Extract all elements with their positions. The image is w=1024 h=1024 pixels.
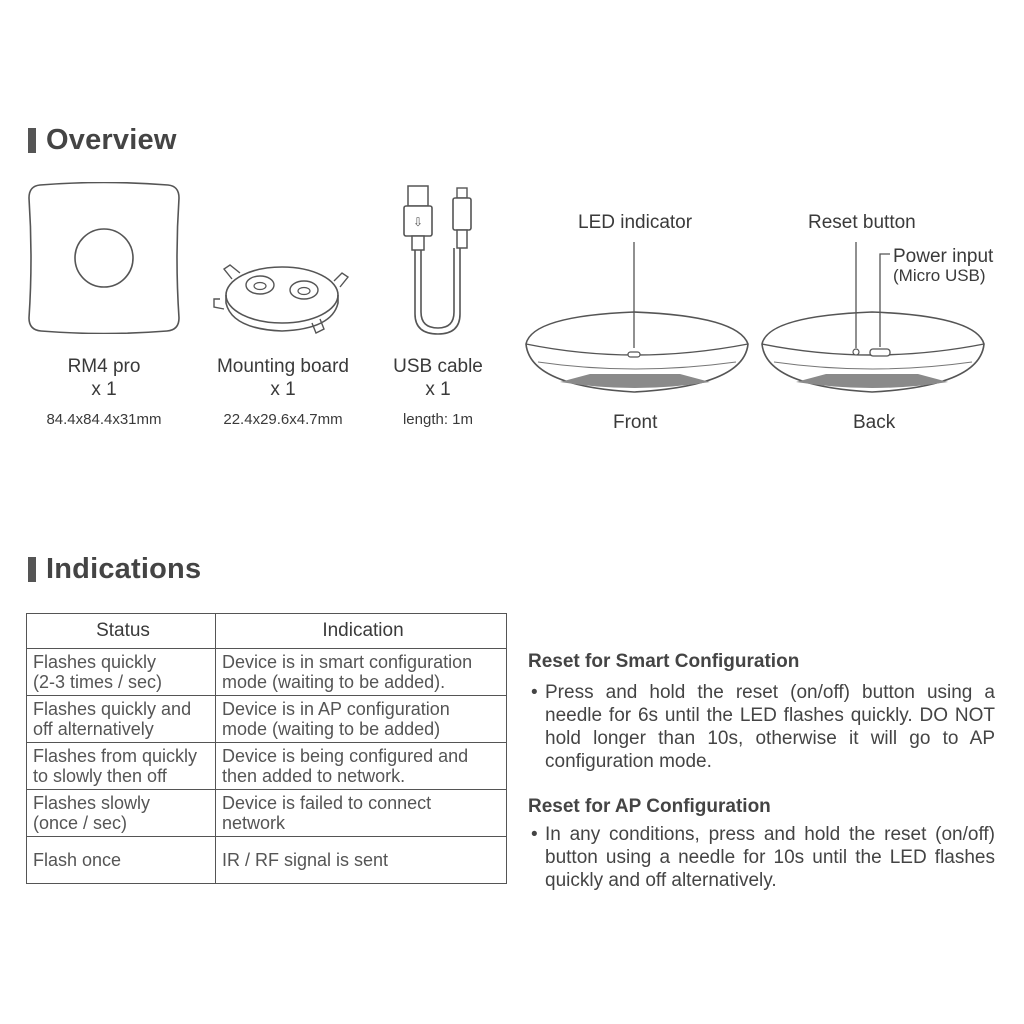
reset-smart-body: Press and hold the reset (on/off) button using a needle for 6s until the LED flashes quickly. DO NOT hold longer than 10s, otherwise it will go to AP configuration mode. (545, 682, 995, 772)
device-side-views (520, 236, 990, 402)
bullet: • (531, 824, 538, 845)
indications-table (26, 613, 507, 884)
cell-line: mode (waiting to be added). (222, 672, 446, 692)
status-cell (27, 696, 216, 743)
cell-line: Flashes from quickly (33, 746, 198, 766)
cell-line: Device is failed to connect (222, 793, 432, 813)
usb-cable-illustration (400, 184, 480, 338)
reset-smart-title: Reset for Smart Configuration (528, 651, 800, 672)
item-spec-mounting: 22.4x29.6x4.7mm (223, 411, 343, 428)
cell-line: mode (waiting to be added) (222, 719, 441, 739)
status-cell (27, 649, 216, 696)
status-cell (27, 837, 216, 884)
item-qty: x 1 (91, 379, 117, 400)
bullet: • (531, 682, 538, 703)
indication-cell (216, 790, 507, 837)
item-caption-usb (378, 355, 498, 401)
reset-button-label: Reset button (808, 212, 916, 233)
item-caption-rm4 (24, 355, 184, 401)
status-cell (27, 743, 216, 790)
cell-line: Device is in smart configuration (222, 652, 473, 672)
overview-heading (28, 124, 177, 157)
rm4-pro-illustration (26, 182, 182, 334)
cell-line: network (222, 813, 286, 833)
table-row (27, 649, 507, 696)
item-spec-rm4: 84.4x84.4x31mm (46, 411, 162, 428)
table-row (27, 743, 507, 790)
header-status: Status (27, 614, 216, 649)
reset-ap-title: Reset for AP Configuration (528, 796, 771, 817)
reset-smart-text (531, 681, 995, 773)
cell-line: Flashes quickly and (33, 699, 192, 719)
heading-bar (28, 557, 36, 582)
header-indication: Indication (216, 614, 507, 649)
indication-cell (216, 649, 507, 696)
front-caption: Front (613, 412, 658, 433)
cell-line: Flash once (33, 850, 122, 870)
back-view-device (762, 242, 984, 392)
item-caption-mounting (198, 355, 368, 401)
indications-heading (28, 553, 201, 586)
cell-line: (once / sec) (33, 813, 128, 833)
item-qty: x 1 (425, 379, 451, 400)
table-header-row (27, 614, 507, 649)
power-input-label: Power input (893, 246, 994, 267)
table-row (27, 790, 507, 837)
back-caption: Back (853, 412, 896, 433)
cell-line: IR / RF signal is sent (222, 850, 389, 870)
led-indicator-label: LED indicator (578, 212, 693, 233)
indication-cell (216, 696, 507, 743)
reset-ap-body: In any conditions, press and hold the reset (on/off) button using a needle for 10s until the LED flashes quickly and off alternatively. (545, 824, 995, 891)
cell-line: to slowly then off (33, 766, 167, 786)
cell-line: then added to network. (222, 766, 406, 786)
status-cell (27, 790, 216, 837)
item-qty: x 1 (270, 379, 296, 400)
item-spec-usb: length: 1m (402, 411, 474, 428)
cell-line: off alternatively (33, 719, 154, 739)
item-name: Mounting board (216, 356, 350, 377)
mounting-board-illustration (212, 255, 352, 335)
table-row (27, 837, 507, 884)
cell-line: Device is being configured and (222, 746, 469, 766)
table-row (27, 696, 507, 743)
front-view-device (526, 242, 748, 392)
indications-title: Indications (46, 553, 202, 585)
indication-cell (216, 743, 507, 790)
svg-text:⇩: ⇩ (412, 215, 424, 229)
cell-line: (2-3 times / sec) (33, 672, 163, 692)
power-input-sublabel: (Micro USB) (893, 266, 986, 285)
item-name: USB cable (393, 356, 483, 377)
heading-bar (28, 128, 36, 153)
overview-title: Overview (46, 124, 177, 156)
reset-ap-text (531, 823, 995, 892)
cell-line: Flashes quickly (33, 652, 157, 672)
cell-line: Device is in AP configuration (222, 699, 450, 719)
item-name: RM4 pro (67, 356, 141, 377)
indication-cell (216, 837, 507, 884)
cell-line: Flashes slowly (33, 793, 151, 813)
